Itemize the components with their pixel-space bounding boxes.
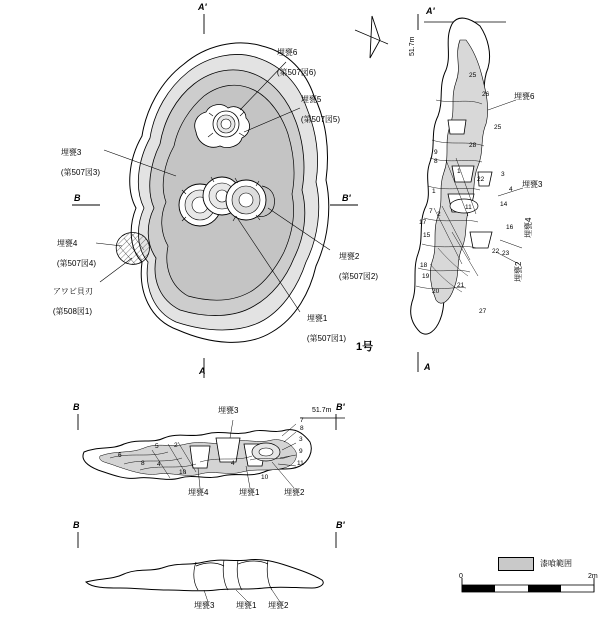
plan-label-maiso2-line1: 埋甕2 [338,252,360,261]
stratum-number: 7 [429,208,433,215]
plan-label-maiso1-line1: 埋甕1 [306,314,328,323]
stratum-number: 23 [502,250,510,257]
plan-label-maiso1 [298,304,346,354]
axis-mark-section-right-bottom: A [424,362,431,372]
mid-section-label-maiso4: 埋甕4 [188,488,209,497]
stratum-number: 28 [469,142,477,149]
stratum-number: 25 [494,124,502,131]
legend-label: 漆喰範囲 [540,559,572,568]
stratum-number: 25 [469,72,477,79]
stratum-number: 14 [500,201,508,208]
plan-label-maiso1-line2: (第507図1) [306,334,347,343]
stratum-number: 20 [432,288,440,295]
axis-mark-section-right-top: A' [426,6,435,16]
stratum-number: 5 [155,443,159,450]
stratum-number: 3 [501,171,505,178]
stratum-number: 2 [437,211,441,218]
stratum-number: 11 [465,204,472,211]
elevation-mid-section: 51.7m [312,407,332,414]
plan-label-maiso3-line2: (第507図3) [60,168,101,177]
stratum-number: 26 [482,91,490,98]
stratum-number: 22 [492,248,500,255]
axis-mark-plan-right: B' [342,193,351,203]
legend-swatch [498,557,534,571]
plan-label-maiso4-line1: 埋甕4 [56,239,78,248]
figure-title: 1号 [356,341,374,353]
plan-label-awabi-line1: アワビ貝刃 [52,287,93,296]
section-b-b-upper [78,414,345,488]
plan-label-awabi [44,277,93,327]
axis-mark-section-bot-right: B' [336,520,345,530]
plan-label-maiso2-line2: (第507図2) [338,272,379,281]
stratum-number: 3 [299,436,303,443]
plan-label-maiso4-line2: (第507図4) [56,259,97,268]
plan-label-maiso3 [52,138,100,188]
axis-mark-plan-left: B [74,193,81,203]
stratum-number: 7 [300,417,304,424]
scale-label-right: 2m [588,573,598,580]
plan-label-maiso6-line2: (第507図6) [276,68,317,77]
stratum-number: 8 [434,158,438,165]
section-label-maiso3: 埋甕3 [522,180,543,189]
stratum-number: 16 [506,224,514,231]
axis-mark-section-bot-left: B [73,520,80,530]
mid-section-label-maiso2: 埋甕2 [284,488,305,497]
stratum-number: 8 [300,425,304,432]
plan-label-maiso5 [292,85,340,135]
stratum-number: 18 [420,262,428,269]
stratum-number: 17 [419,219,427,226]
stratum-number: 15 [423,232,431,239]
plan-label-maiso3-line1: 埋甕3 [60,148,82,157]
stratum-number: 22 [477,176,485,183]
stratum-number: 6 [118,452,122,459]
section-label-maiso2: 埋甕2 [514,261,523,282]
axis-mark-plan-bottom: A [199,366,206,376]
plan-label-maiso4 [48,229,96,279]
stratum-number: 19 [422,273,430,280]
plan-label-maiso2 [330,242,378,292]
section-b-b-lower [78,532,336,602]
mid-section-label-maiso1: 埋甕1 [239,488,260,497]
stratum-number: 9 [299,448,303,455]
axis-mark-plan-top: A' [198,2,207,12]
section-a-a [411,14,523,372]
stratum-number: 11 [297,460,304,467]
stratum-number: 9 [434,149,438,156]
stratum-number: 21 [457,282,465,289]
scale-bar [462,578,594,592]
stratum-number: 4 [231,460,235,467]
scale-label-left: 0 [459,573,463,580]
mid-section-label-maiso3: 埋甕3 [218,406,239,415]
plan-label-maiso6 [268,38,316,88]
plan-label-maiso5-line2: (第507図5) [300,115,341,124]
stratum-number: 1 [457,168,461,175]
bottom-section-label-maiso1: 埋甕1 [236,601,257,610]
section-label-maiso6: 埋甕6 [514,92,535,101]
stratum-number: 4 [509,186,513,193]
plan-label-maiso6-line1: 埋甕6 [276,48,298,57]
stratum-number: 10 [261,474,269,481]
plan-label-maiso5-line1: 埋甕5 [300,95,322,104]
elevation-right-section: 51.7m [409,36,416,56]
stratum-number: 4 [157,461,161,468]
axis-mark-section-mid-left: B [73,402,80,412]
axis-mark-section-mid-right: B' [336,402,345,412]
stratum-number: 8 [141,460,145,467]
stratum-number: 10 [179,469,187,476]
stratum-number: 2 [174,442,178,449]
section-label-maiso4: 埋甕4 [524,217,533,238]
plan-label-awabi-line2: (第508図1) [52,307,93,316]
stratum-number: 1 [432,188,436,195]
bottom-section-label-maiso2: 埋甕2 [268,601,289,610]
stratum-number: 27 [479,308,487,315]
bottom-section-label-maiso3: 埋甕3 [194,601,215,610]
